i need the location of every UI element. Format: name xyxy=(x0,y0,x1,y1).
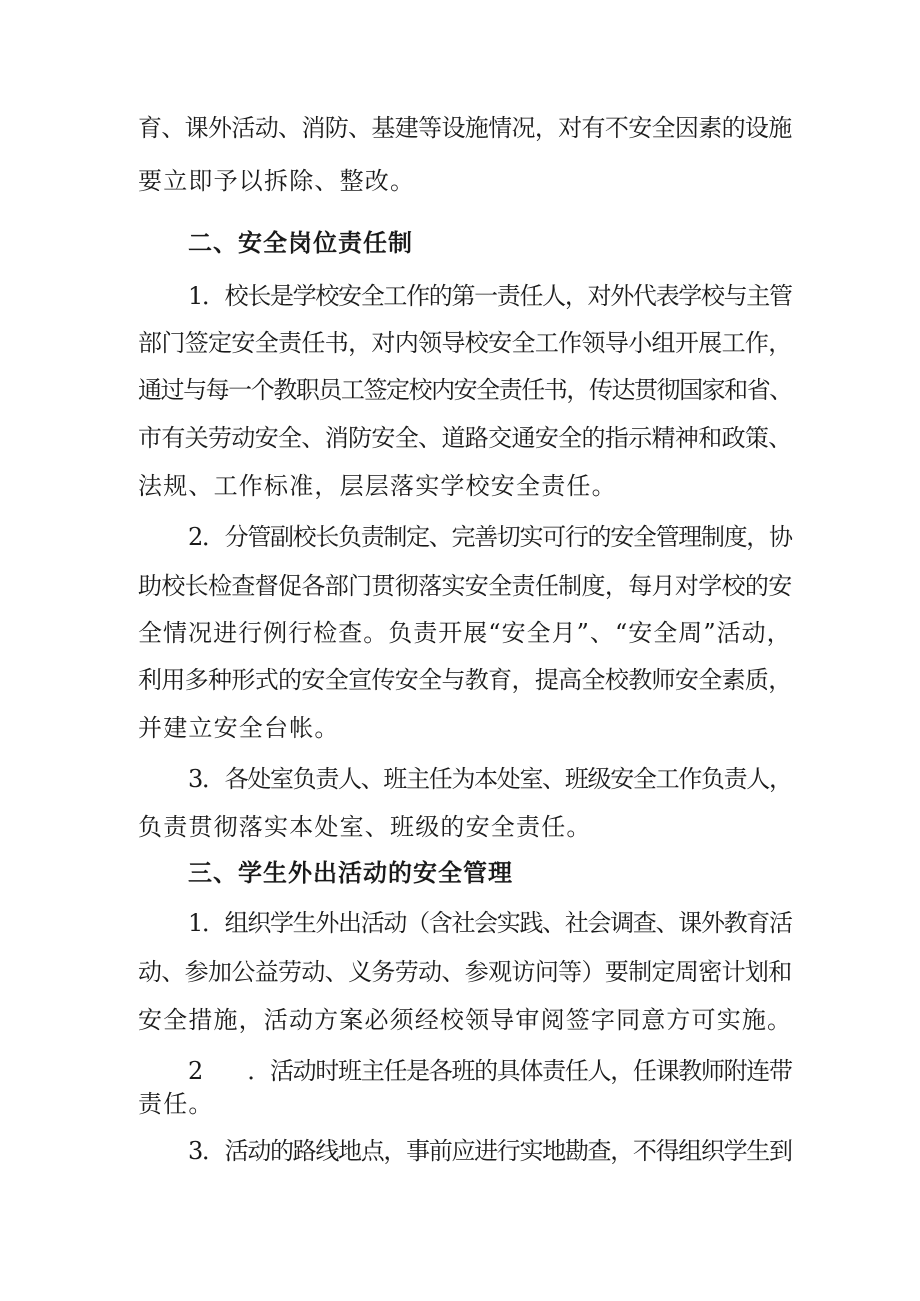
paragraph-line: 通过与每一个教职员工签定校内安全责任书，传达贯彻国家和省、 xyxy=(138,376,792,404)
paragraph-line: 利用多种形式的安全宣传安全与教育，提高全校教师安全素质， xyxy=(138,666,792,694)
paragraph-line: 并建立安全台帐。 xyxy=(138,714,340,742)
paragraph-line: 2 ．活动时班主任是各班的具体责任人，任课教师附连带 xyxy=(188,1057,792,1085)
paragraph-line: 安全措施，活动方案必须经校领导审阅签字同意方可实施。 xyxy=(138,1006,793,1034)
paragraph-line: 负责贯彻落实本处室、班级的安全责任。 xyxy=(138,813,592,841)
section-heading-3: 三、学生外出活动的安全管理 xyxy=(188,859,513,887)
paragraph-line: 部门签定安全责任书，对内领导校安全工作领导小组开展工作， xyxy=(138,329,792,357)
paragraph-line: 2．分管副校长负责制定、完善切实可行的安全管理制度，协 xyxy=(188,523,792,551)
paragraph-line: 育、课外活动、消防、基建等设施情况，对有不安全因素的设施 xyxy=(138,114,792,142)
paragraph-line: 全情况进行例行检查。负责开展“安全月”、“安全周”活动， xyxy=(138,619,792,647)
paragraph-line: 3．活动的路线地点，事前应进行实地勘查，不得组织学生到 xyxy=(188,1137,792,1165)
paragraph-line: 3．各处室负责人、班主任为本处室、班级安全工作负责人， xyxy=(188,765,792,793)
paragraph-line: 助校长检查督促各部门贯彻落实安全责任制度，每月对学校的安 xyxy=(138,572,792,600)
paragraph-line: 要立即予以拆除、整改。 xyxy=(138,167,416,195)
paragraph-line: 法规、工作标准，层层落实学校安全责任。 xyxy=(138,472,617,500)
paragraph-line: 1．组织学生外出活动（含社会实践、社会调查、课外教育活 xyxy=(188,909,792,937)
paragraph-line: 1．校长是学校安全工作的第一责任人，对外代表学校与主管 xyxy=(188,282,792,310)
section-heading-2: 二、安全岗位责任制 xyxy=(188,229,413,257)
paragraph-line: 动、参加公益劳动、义务劳动、参观访问等）要制定周密计划和 xyxy=(138,958,792,986)
paragraph-line: 责任。 xyxy=(138,1090,214,1118)
paragraph-line: 市有关劳动安全、消防安全、道路交通安全的指示精神和政策、 xyxy=(138,424,792,452)
